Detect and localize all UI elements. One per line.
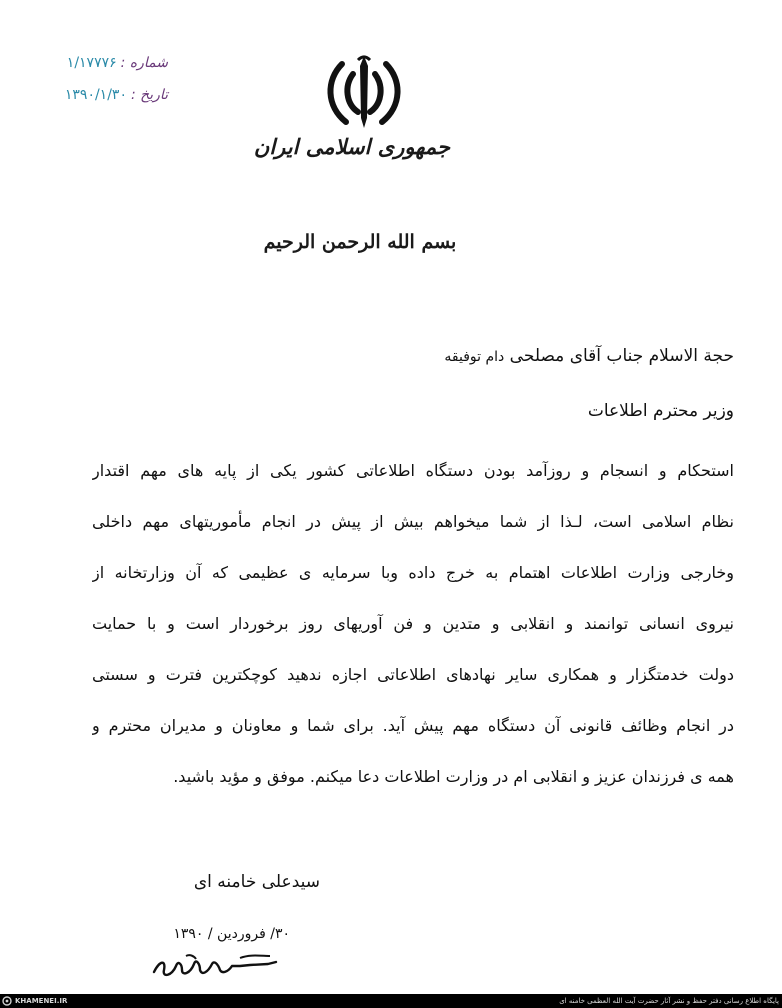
watermark-strip <box>0 994 782 1008</box>
state-name: جمهوری اسلامی ایران <box>253 134 450 159</box>
body-line: استحکام و انسجام و روزآمد بودن دستگاه اطلاعاتی کشور یکی از پایه های مهم اقتدار <box>92 461 734 480</box>
reference-number-label: شماره : <box>120 55 168 71</box>
reference-date-label: تاریخ : <box>130 87 168 103</box>
body-line: نیروی انسانی توانمند و انقلابی و متدین و فن آوریهای روز برخوردار است و با حمایت <box>92 614 734 633</box>
recipient-title: وزیر محترم اطلاعات <box>587 401 734 421</box>
salutation-line <box>444 346 734 366</box>
signer-name: سیدعلی خامنه ای <box>193 872 320 892</box>
signature-date: ۳۰/ فروردین / ۱۳۹۰ <box>173 926 290 942</box>
body-line: دولت خدمتگزار و همکاری سایر نهادهای اطلاعاتی اجازه ندهید کوچکترین فترت و سستی <box>92 665 734 684</box>
letter-body <box>92 454 734 811</box>
reference-date-value: ۱۳۹۰/۱/۳۰ <box>64 87 127 103</box>
reference-date-row <box>48 88 168 102</box>
bismillah: بسم الله الرحمن الرحیم <box>263 231 457 253</box>
watermark-credit: پایگاه اطلاع رسانی دفتر حفظ و نشر آثار حضرت آیت الله العظمی خامنه ای <box>559 997 779 1005</box>
body-line: همه ی فرزندان عزیز و انقلابی ام در وزارت اطلاعات دعا میکنم. موفق و مؤید باشید. <box>173 767 734 786</box>
body-line: نظام اسلامی است، لـذا از شما میخواهم بیش از پیش در انجام مأموریتهای مهم داخلی <box>92 512 734 531</box>
reference-number-row <box>48 56 168 70</box>
watermark-site-name: KHAMENEI.IR <box>15 997 68 1005</box>
addressee-honorific: دام توفیقه <box>444 349 505 365</box>
iran-emblem-icon <box>322 52 406 132</box>
body-line: در انجام وظائف قانونی آن دستگاه مهم پیش آید. برای شما و معاونان و مدیران محترم و <box>92 716 734 735</box>
handwritten-signature-icon <box>150 950 280 984</box>
reference-block <box>48 56 168 120</box>
watermark-site <box>0 996 67 1006</box>
body-line: وخارجی وزارت اطلاعات اهتمام به خرج داده وبا سرمایه ی عظیمی که آن وزارتخانه از <box>92 563 734 582</box>
addressee-name: حجة الاسلام جناب آقای مصلحی <box>509 346 734 366</box>
site-logo-icon <box>2 996 12 1006</box>
reference-number-value: ۱/۱۷۷۷۶ <box>66 55 117 71</box>
